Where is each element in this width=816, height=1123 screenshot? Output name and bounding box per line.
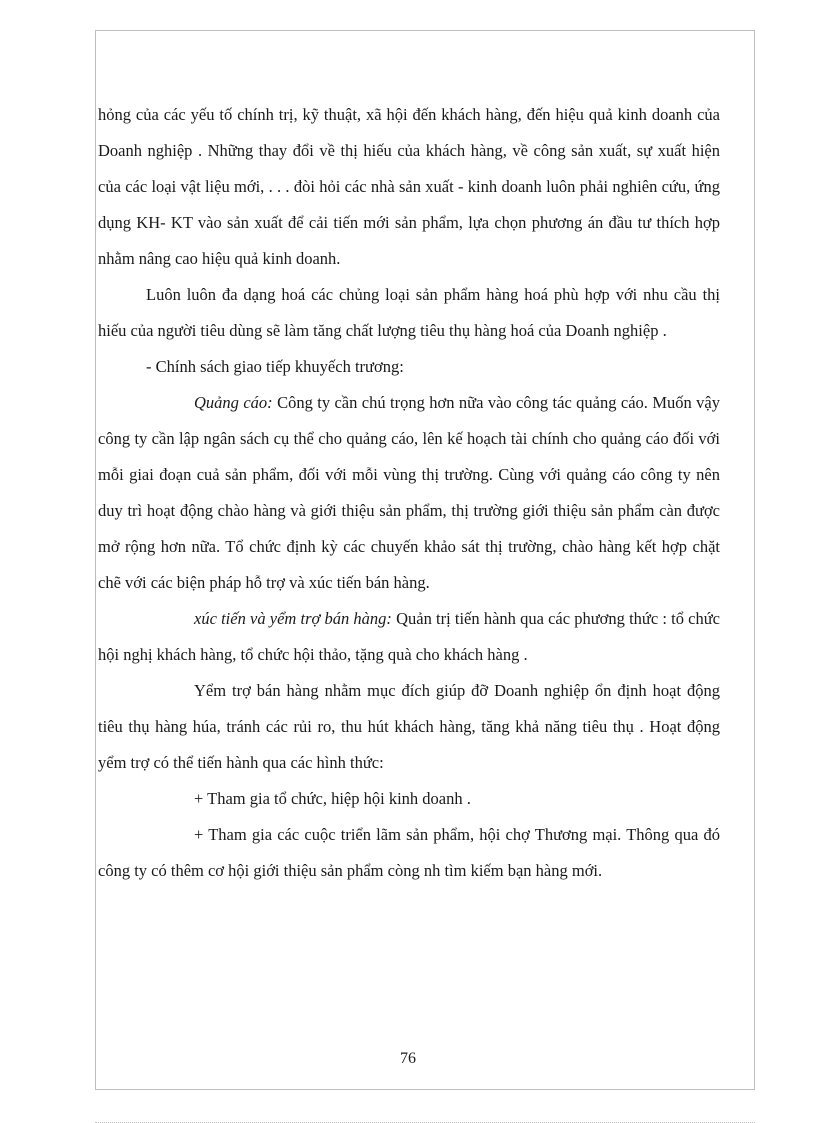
sales-promotion-label: xúc tiến và yểm trợ bán hàng: <box>194 609 392 628</box>
body-text <box>98 97 720 889</box>
section-heading-promotion-policy: - Chính sách giao tiếp khuyếch trương: <box>146 357 404 376</box>
advertising-text: Công ty cần chú trọng hơn nữa vào công tác quảng cáo. Muốn vậy công ty cần lập ngân sách cụ thể cho quảng cáo, lên kế hoạch tài chính cho quảng cáo đối với mỗi giai đoạn cuả sản phẩm, đối với mỗi vùng thị trường. Cùng với quảng cáo công ty nên duy trì hoạt động chào hàng và giới thiệu sản phẩm, thị trường giới thiệu sản phẩm càn được mở rộng hơn nữa. Tổ chức định kỳ các chuyến khảo sát thị trường, chào hàng kết hợp chặt chẽ với các biện pháp hỗ trợ và xúc tiến bán hàng. <box>98 393 721 592</box>
paragraph-diversification: Luôn luôn đa dạng hoá các chủng loại sản phẩm hàng hoá phù hợp với nhu cầu thị hiếu của người tiêu dùng sẽ làm tăng chất lượng tiêu thụ hàng hoá của Doanh nghiệp . <box>98 285 720 340</box>
page-number: 76 <box>400 1050 416 1067</box>
paragraph-sales-support: Yểm trợ bán hàng nhằm mục đích giúp đỡ Doanh nghiệp ổn định hoạt động tiêu thụ hàng húa, tránh các rủi ro, thu hút khách hàng, tăng khả năng tiêu thụ . Hoạt động yểm trợ có thể tiến hành qua các hình thức: <box>98 681 720 772</box>
paragraph-continuation: hỏng của các yếu tố chính trị, kỹ thuật, xã hội đến khách hàng, đến hiệu quả kinh doanh của Doanh nghiệp . Những thay đổi về thị hiếu của khách hàng, về công sản xuất, sự xuất hiện của các loại vật liệu mới, . . . đòi hỏi các nhà sản xuất - kinh doanh luôn phải nghiên cứu, ứng dụng KH- KT vào sản xuất để cải tiến mới sản phẩm, lựa chọn phương án đầu tư thích hợp nhằm nâng cao hiệu quả kinh doanh. <box>98 105 720 268</box>
paragraph-advertising <box>98 385 720 601</box>
list-item-trade-fair: + Tham gia các cuộc triển lãm sản phẩm, hội chợ Thương mại. Thông qua đó công ty có thêm cơ hội giới thiệu sản phẩm còng nh tìm kiếm bạn hàng mới. <box>98 825 720 880</box>
list-item-business-association: + Tham gia tổ chức, hiệp hội kinh doanh . <box>194 789 471 808</box>
paragraph-sales-promotion <box>98 601 720 673</box>
advertising-label: Quảng cáo: <box>194 393 273 412</box>
sales-promotion-text: Quản trị tiến hành qua các phương thức : tổ chức hội nghị khách hàng, tổ chức hội thảo, tặng quà cho khách hàng . <box>98 609 720 664</box>
